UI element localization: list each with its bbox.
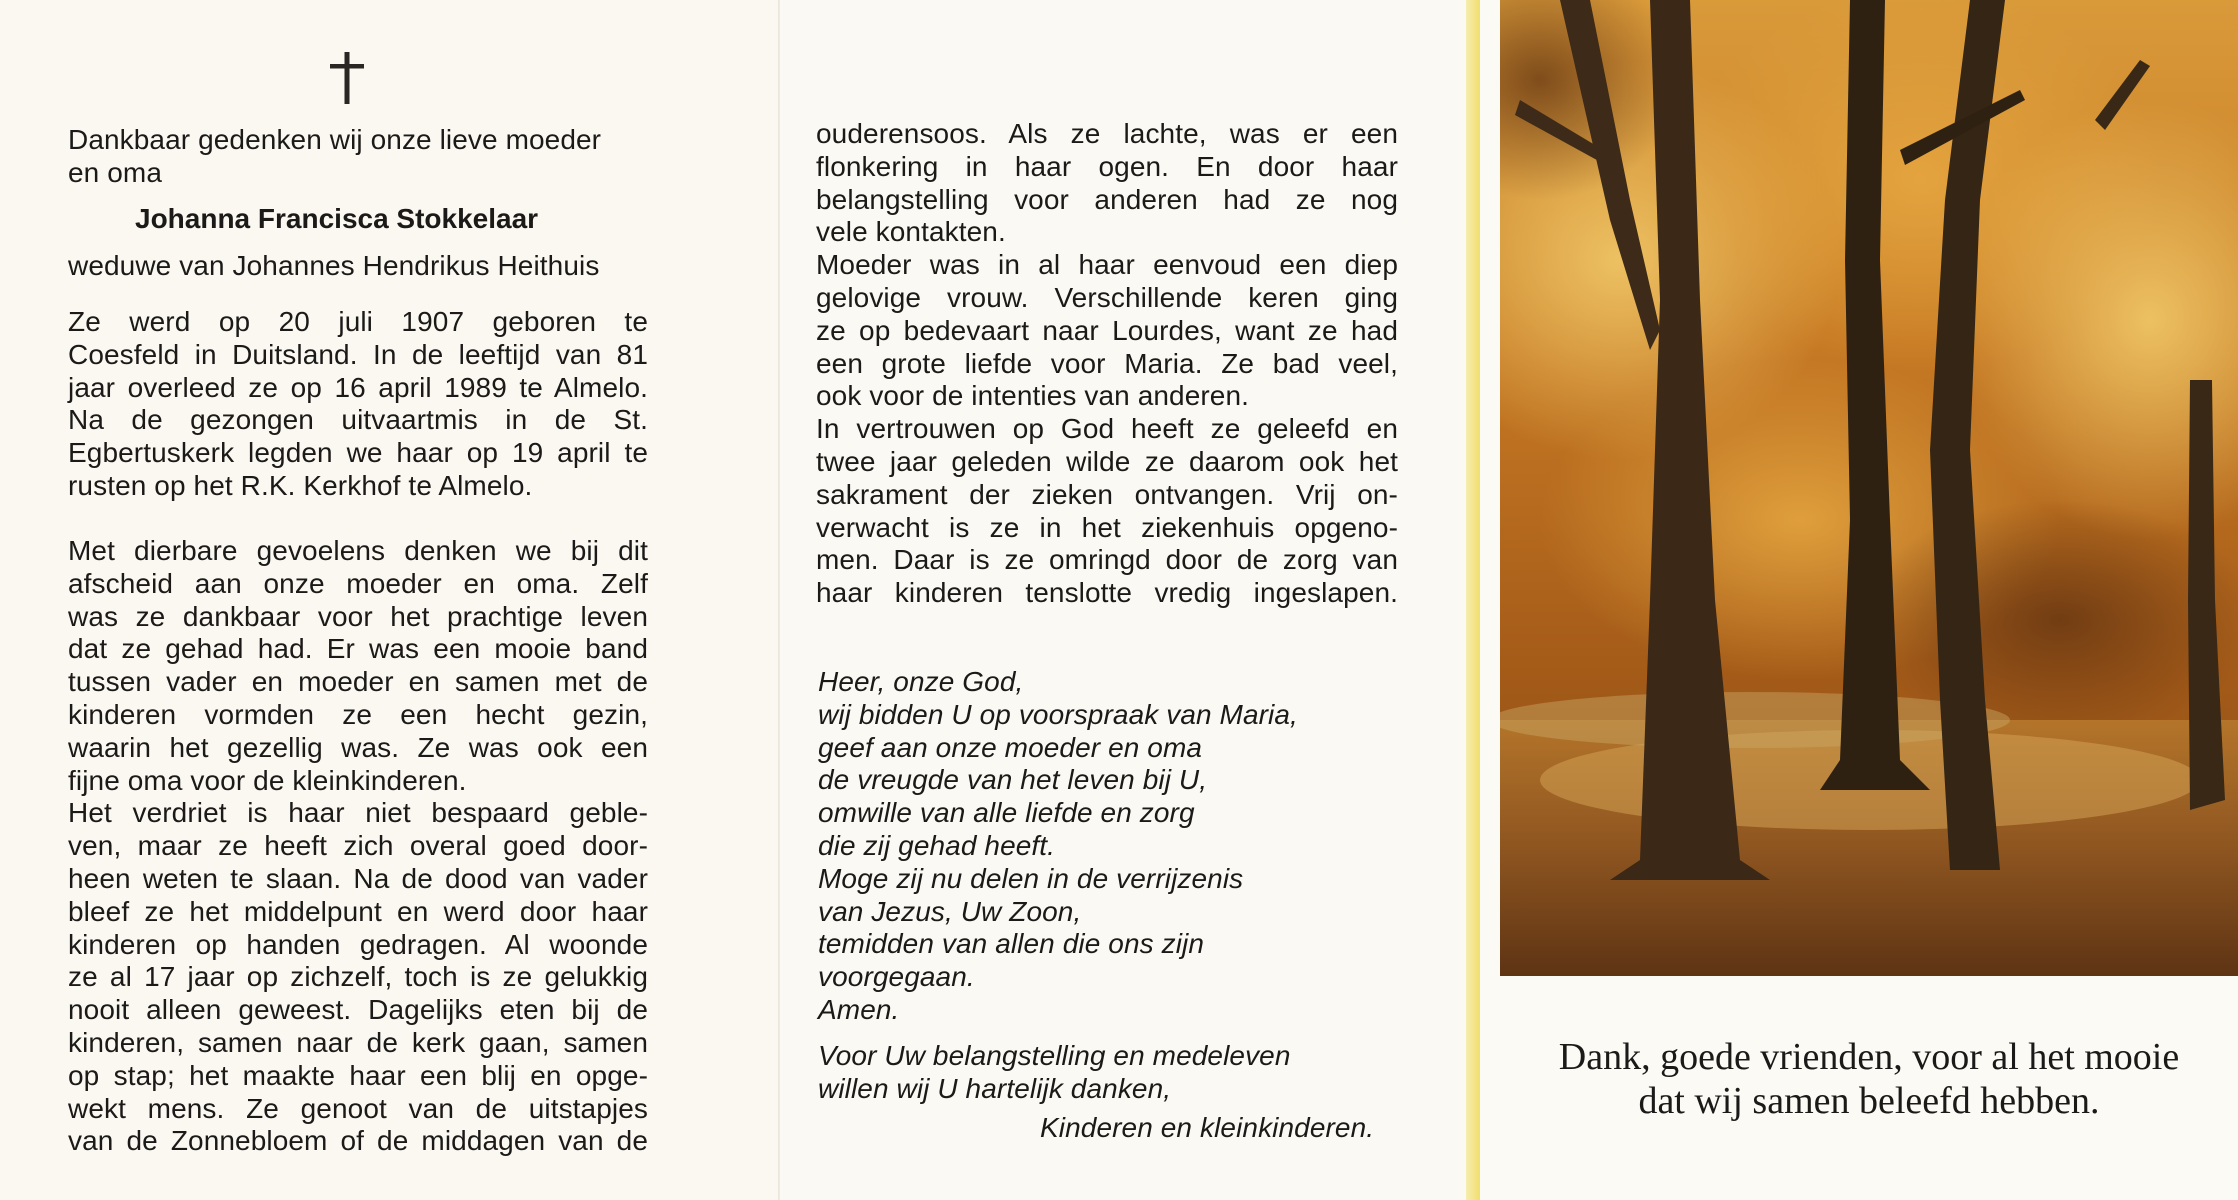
text-line: van de Zonnebloem of de middagen van de [68, 1125, 648, 1157]
text-line: gelovige vrouw. Verschillende keren ging [816, 281, 1398, 313]
text-line: Egbertuskerk legden we haar op 19 april te [68, 437, 648, 469]
biography-paragraph-2 [68, 535, 648, 1158]
text-line: fijne oma voor de kleinkinderen. [68, 764, 467, 796]
autumn-forest-photo [1500, 0, 2238, 976]
text-line: belangstelling voor anderen had ze nog [816, 183, 1398, 215]
text-line: Coesfeld in Duitsland. In de leeftijd van 81 [68, 338, 648, 370]
text-line: Moeder was in al haar eenvoud een diep [816, 249, 1398, 281]
text-line: ouderensoos. Als ze lachte, was er een [816, 118, 1398, 149]
thanks-line: Voor Uw belangstelling en medeleven [818, 1040, 1291, 1071]
text-line: kinderen vormden ze een hecht gezin, [68, 698, 648, 730]
widow-line: weduwe van Johannes Hendrikus Heithuis [68, 250, 600, 281]
text-line: wekt mens. Ze genoot van de uitstapjes [68, 1092, 648, 1124]
text-line: Ze werd op 20 juli 1907 geboren te [68, 306, 648, 337]
thanks-for-condolences [818, 1040, 1291, 1106]
text-line: men. Daar is ze omringd door de zorg van [816, 544, 1398, 576]
signature: Kinderen en kleinkinderen. [1040, 1112, 1375, 1143]
biography-paragraph-3 [816, 118, 1398, 610]
prayer-line: temidden van allen die ons zijn [818, 928, 1205, 960]
text-line: In vertrouwen op God heeft ze geleefd en [816, 413, 1398, 445]
prayer-line: wij bidden U op voorspraak van Maria, [818, 698, 1298, 730]
text-line: ook voor de intenties van anderen. [816, 380, 1250, 412]
prayer-line: omwille van alle liefde en zorg [818, 797, 1195, 829]
cross-icon [327, 52, 367, 104]
text-line: ze al 17 jaar op zichzelf, toch is ze gelukkig [68, 961, 648, 993]
text-line: een grote liefde voor Maria. Ze bad veel, [816, 347, 1398, 379]
text-line: jaar overleed ze op 16 april 1989 te Almelo. [68, 371, 648, 403]
text-line: twee jaar geleden wilde ze daarom ook het [816, 445, 1398, 477]
text-line: vele kontakten. [816, 216, 1006, 248]
text-line: ze op bedevaart naar Lourdes, want ze had [816, 314, 1398, 346]
text-line: sakrament der zieken ontvangen. Vrij on- [816, 478, 1398, 510]
text-line: op stap; het maakte haar een blij en opge- [68, 1059, 648, 1091]
prayer-line: voorgegaan. [818, 961, 975, 993]
text-line: afscheid aan onze moeder en oma. Zelf [68, 567, 648, 599]
prayer [818, 666, 1298, 1027]
text-line: heen weten te slaan. Na de dood van vader [68, 862, 648, 894]
text-line: ven, maar ze heeft zich overal goed door- [68, 830, 648, 862]
text-line: haar kinderen tenslotte vredig ingeslapen. [816, 577, 1398, 609]
prayer-line: van Jezus, Uw Zoon, [818, 895, 1082, 927]
text-line: kinderen, samen naar de kerk gaan, samen [68, 1026, 648, 1058]
prayer-line: die zij gehad heeft. [818, 829, 1056, 861]
prayer-line: geef aan onze moeder en oma [818, 731, 1203, 763]
text-line: Na de gezongen uitvaartmis in de St. [68, 404, 648, 436]
text-line: verwacht is ze in het ziekenhuis opgeno- [816, 511, 1398, 543]
thanks-friends-line-1: Dank, goede vrienden, voor al het mooie [1558, 1036, 2180, 1078]
biography-paragraph-1 [68, 306, 648, 503]
prayer-line: Moge zij nu delen in de verrijzenis [818, 862, 1244, 894]
text-line: nooit alleen geweest. Dagelijks eten bij de [68, 994, 648, 1026]
text-line: rusten op het R.K. Kerkhof te Almelo. [68, 469, 533, 501]
thanks-friends-line-2: dat wij samen beleefd hebben. [1638, 1080, 2100, 1122]
text-line: dat ze gehad had. Er was een mooie band [68, 633, 648, 665]
text-line: tussen vader en moeder en samen met de [68, 666, 648, 698]
prayer-line: de vreugde van het leven bij U, [818, 764, 1208, 796]
deceased-name: Johanna Francisca Stokkelaar [135, 203, 539, 234]
text-line: Met dierbare gevoelens denken we bij dit [68, 535, 648, 566]
intro-line-1: Dankbaar gedenken wij onze lieve moeder [68, 124, 602, 155]
prayer-line: Amen. [818, 993, 900, 1025]
thanks-line: willen wij U hartelijk danken, [818, 1072, 1172, 1104]
text-line: was ze dankbaar voor het prachtige leven [68, 600, 648, 632]
yellow-fold-stripe [1466, 0, 1480, 1200]
text-line: kinderen op handen gedragen. Al woonde [68, 928, 648, 960]
text-line: bleef ze het middelpunt en werd door haar [68, 895, 648, 927]
prayer-line: Heer, onze God, [818, 666, 1024, 697]
text-line: Het verdriet is haar niet bespaard geble- [68, 797, 648, 829]
text-line: waarin het gezellig was. Ze was ook een [68, 731, 648, 763]
text-line: flonkering in haar ogen. En door haar [816, 150, 1398, 182]
intro-line-2: en oma [68, 157, 162, 188]
